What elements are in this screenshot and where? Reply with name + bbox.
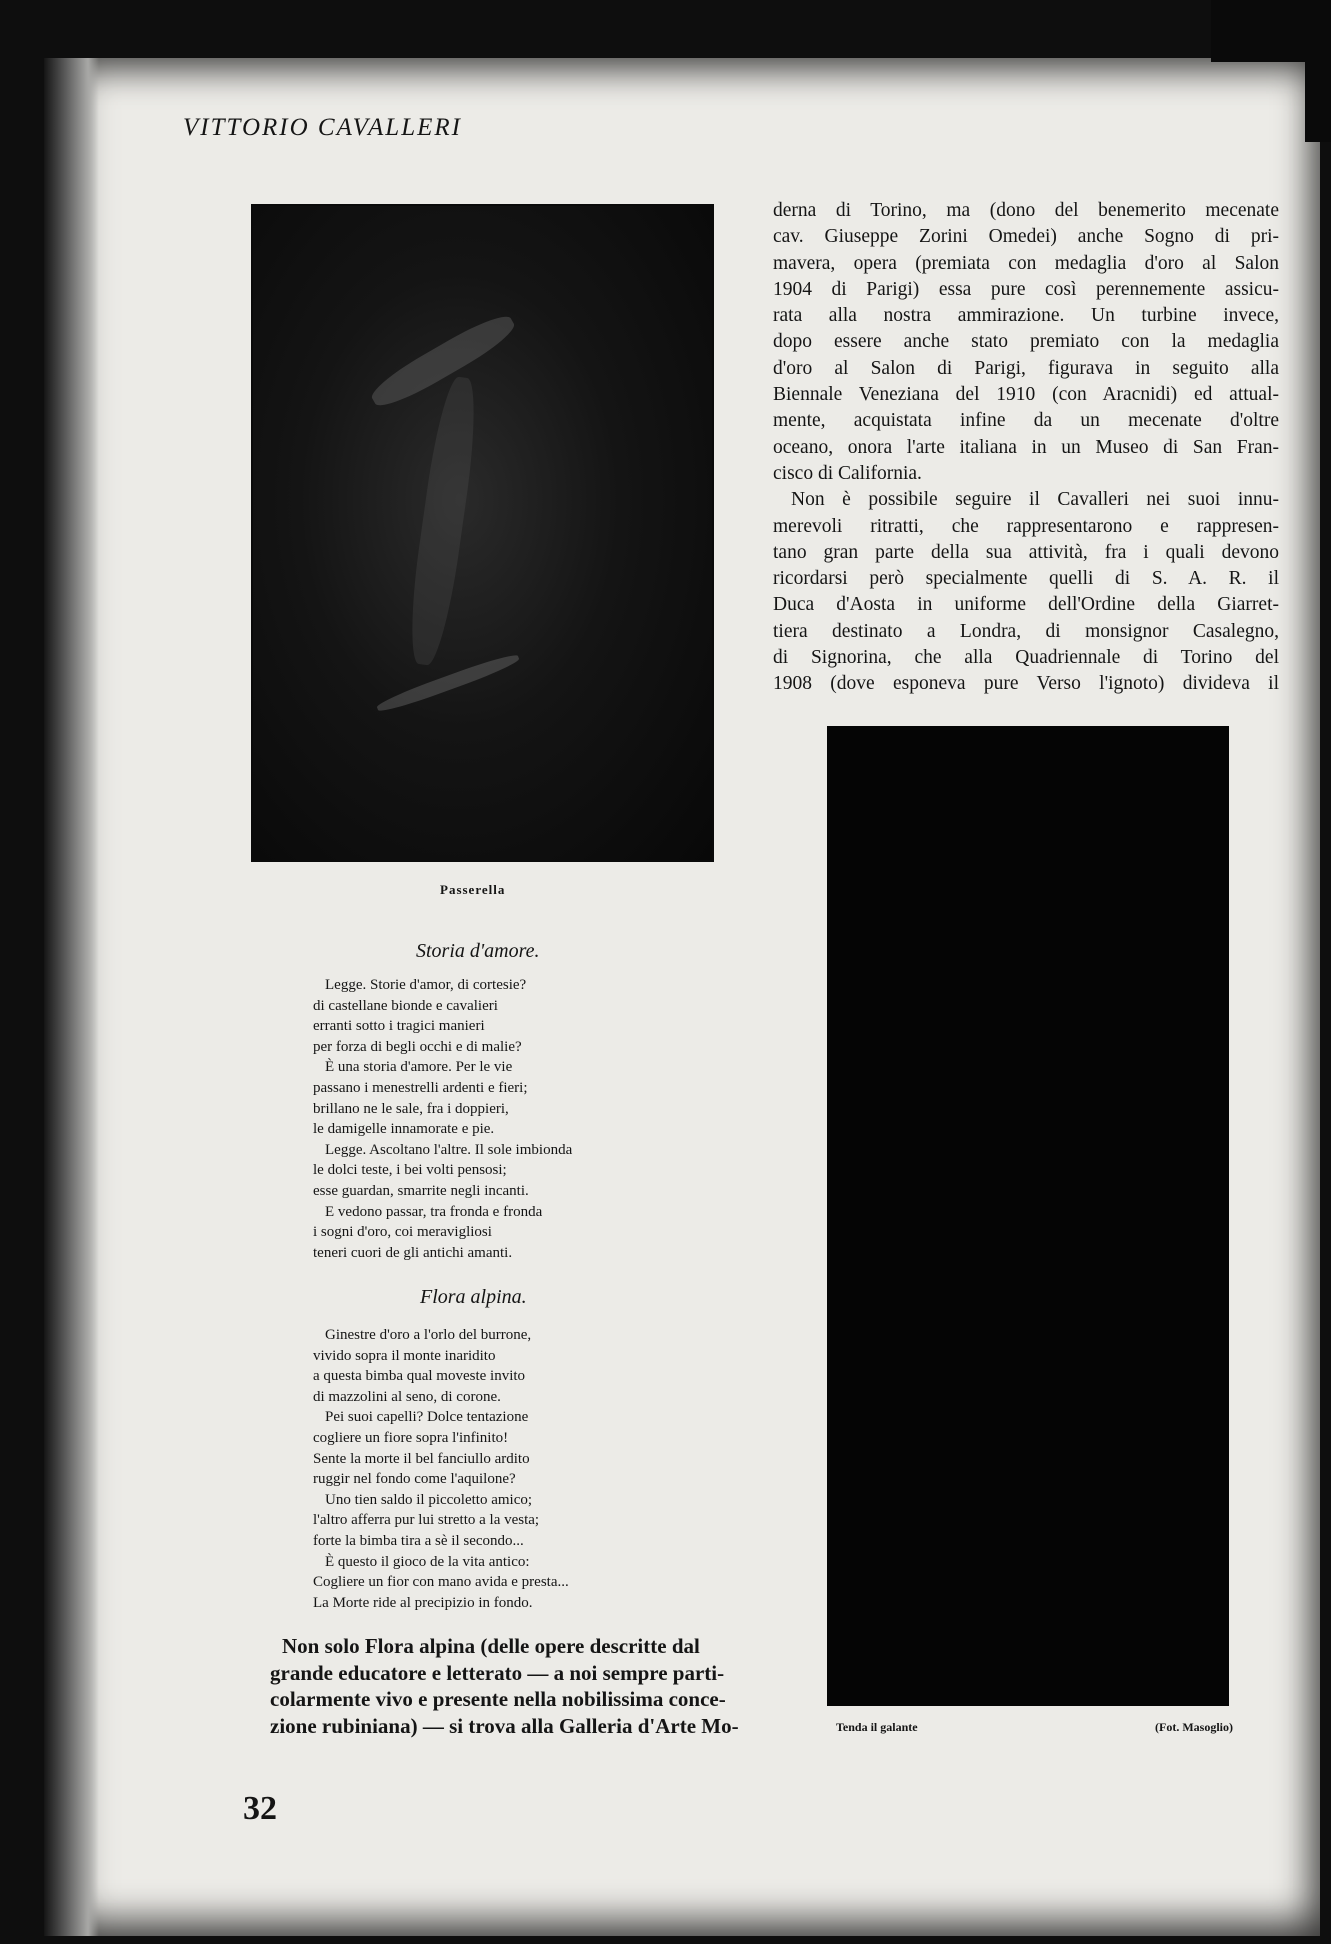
prose-line: zione rubiniana) — si trova alla Galleria d'Arte Mo-: [270, 1713, 739, 1738]
prose-line: oceano, onora l'arte italiana in un Museo di San Fran-: [773, 436, 1279, 458]
poem-line: Ginestre d'oro a l'orlo del burrone,: [325, 1327, 532, 1343]
prose-line: tiera destinato a Londra, di monsignor Casalegno,: [773, 620, 1279, 642]
prose-line: dopo essere anche stato premiato con la medaglia: [773, 331, 1279, 353]
prose-line: derna di Torino, ma (dono del benemerito mecenate: [773, 200, 1279, 221]
poem-line: vivido sopra il monte inaridito: [313, 1347, 496, 1364]
poem-line: Sente la morte il bel fanciullo ardito: [313, 1450, 530, 1467]
poem-title-flora: Flora alpina.: [420, 1286, 527, 1308]
poem-line: forte la bimba tira a sè il secondo...: [313, 1532, 524, 1549]
poem-line: esse guardan, smarrite negli incanti.: [313, 1182, 529, 1199]
poem-line: erranti sotto i tragici manieri: [313, 1018, 485, 1035]
page-number: 32: [243, 1790, 277, 1827]
running-header: VITTORIO CAVALLERI: [183, 114, 462, 141]
poem-line: È questo il gioco de la vita antico:: [325, 1553, 530, 1570]
prose-line: 1908 (dove esponeva pure Verso l'ignoto) divideva il: [773, 673, 1279, 695]
poem-line: ruggir nel fondo come l'aquilone?: [313, 1471, 516, 1488]
poem-title-storia: Storia d'amore.: [416, 940, 540, 962]
poem-line: È una storia d'amore. Per le vie: [325, 1059, 513, 1076]
prose-line: Non solo Flora alpina (delle opere descritte dal: [282, 1634, 700, 1658]
scan-edge-right: [1305, 62, 1331, 142]
poem-line: cogliere un fiore sopra l'infinito!: [313, 1429, 509, 1446]
prose-line: ricordarsi però specialmente quelli di S. A. R. il: [773, 568, 1279, 590]
poem-line: l'altro afferra pur lui stretto a la vesta;: [313, 1512, 540, 1529]
poem-line: per forza di begli occhi e di malie?: [313, 1038, 522, 1055]
poem-line: Legge. Storie d'amor, di cortesie?: [325, 977, 527, 993]
prose-line: 1904 di Parigi) essa pure così perennemente assicu-: [773, 278, 1279, 300]
photo-caption-left: Passerella: [440, 882, 506, 897]
poem-storia-damore: [313, 975, 693, 1263]
prose-line: rata alla nostra ammirazione. Un turbine invece,: [773, 305, 1279, 327]
poem-line: brillano ne le sale, fra i doppieri,: [313, 1100, 509, 1117]
prose-line: grande educatore e letterato — a noi sempre parti-: [270, 1660, 725, 1685]
photo-credit: (Fot. Masoglio): [1155, 1720, 1233, 1734]
prose-line: colarmente vivo e presente nella nobilissima conce-: [270, 1687, 726, 1711]
prose-line: d'oro al Salon di Parigi, figurava in seguito alla: [773, 357, 1279, 379]
poem-line: Cogliere un fior con mano avida e presta...: [313, 1574, 569, 1591]
prose-line: di Signorina, che alla Quadriennale di Torino del: [773, 647, 1279, 669]
poem-line: Pei suoi capelli? Dolce tentazione: [325, 1409, 529, 1426]
prose-line: tano gran parte della sua attività, fra i quali devono: [773, 541, 1279, 563]
prose-line: cisco di California.: [773, 462, 922, 484]
prose-line: cav. Giuseppe Zorini Omedei) anche Sogno di pri-: [773, 226, 1279, 248]
poem-line: di castellane bionde e cavalieri: [313, 997, 498, 1014]
photo-caption-right: Tenda il galante: [836, 1720, 918, 1734]
poem-flora-alpina: [313, 1325, 693, 1613]
prose-line: Non è possibile seguire il Cavalleri nei suoi innu-: [791, 489, 1279, 511]
poem-line: di mazzolini al seno, di corone.: [313, 1388, 501, 1405]
prose-line: mente, acquistata infine da un mecenate d'oltre: [773, 410, 1279, 432]
scan-edge: [1211, 0, 1331, 62]
prose-line: Duca d'Aosta in uniforme dell'Ordine della Giarret-: [773, 594, 1279, 616]
poem-line: le dolci teste, i bei volti pensosi;: [313, 1162, 507, 1179]
poem-line: passano i menestrelli ardenti e fieri;: [313, 1079, 528, 1096]
poem-line: La Morte ride al precipizio in fondo.: [313, 1594, 533, 1611]
prose-line: merevoli ritratti, che rappresentarono e rappresen-: [773, 515, 1279, 537]
prose-paragraph-bottom: [270, 1633, 739, 1739]
prose-line: Biennale Veneziana del 1910 (con Aracnidi) ed attual-: [773, 384, 1279, 406]
painting-photo-left: [253, 206, 712, 860]
prose-column-right: [773, 198, 1279, 698]
poem-line: le damigelle innamorate e pie.: [313, 1121, 495, 1138]
poem-line: teneri cuori de gli antichi amanti.: [313, 1244, 513, 1261]
book-gutter: [44, 58, 99, 1936]
painting-photo-right: [827, 726, 1229, 1706]
prose-line: mavera, opera (premiata con medaglia d'oro al Salon: [773, 252, 1279, 274]
poem-line: Uno tien saldo il piccoletto amico;: [325, 1491, 533, 1508]
poem-line: a questa bimba qual moveste invito: [313, 1368, 526, 1385]
poem-line: i sogni d'oro, coi meravigliosi: [313, 1224, 492, 1241]
poem-line: Legge. Ascoltano l'altre. Il sole imbionda: [325, 1141, 573, 1158]
poem-line: E vedono passar, tra fronda e fronda: [325, 1203, 543, 1220]
